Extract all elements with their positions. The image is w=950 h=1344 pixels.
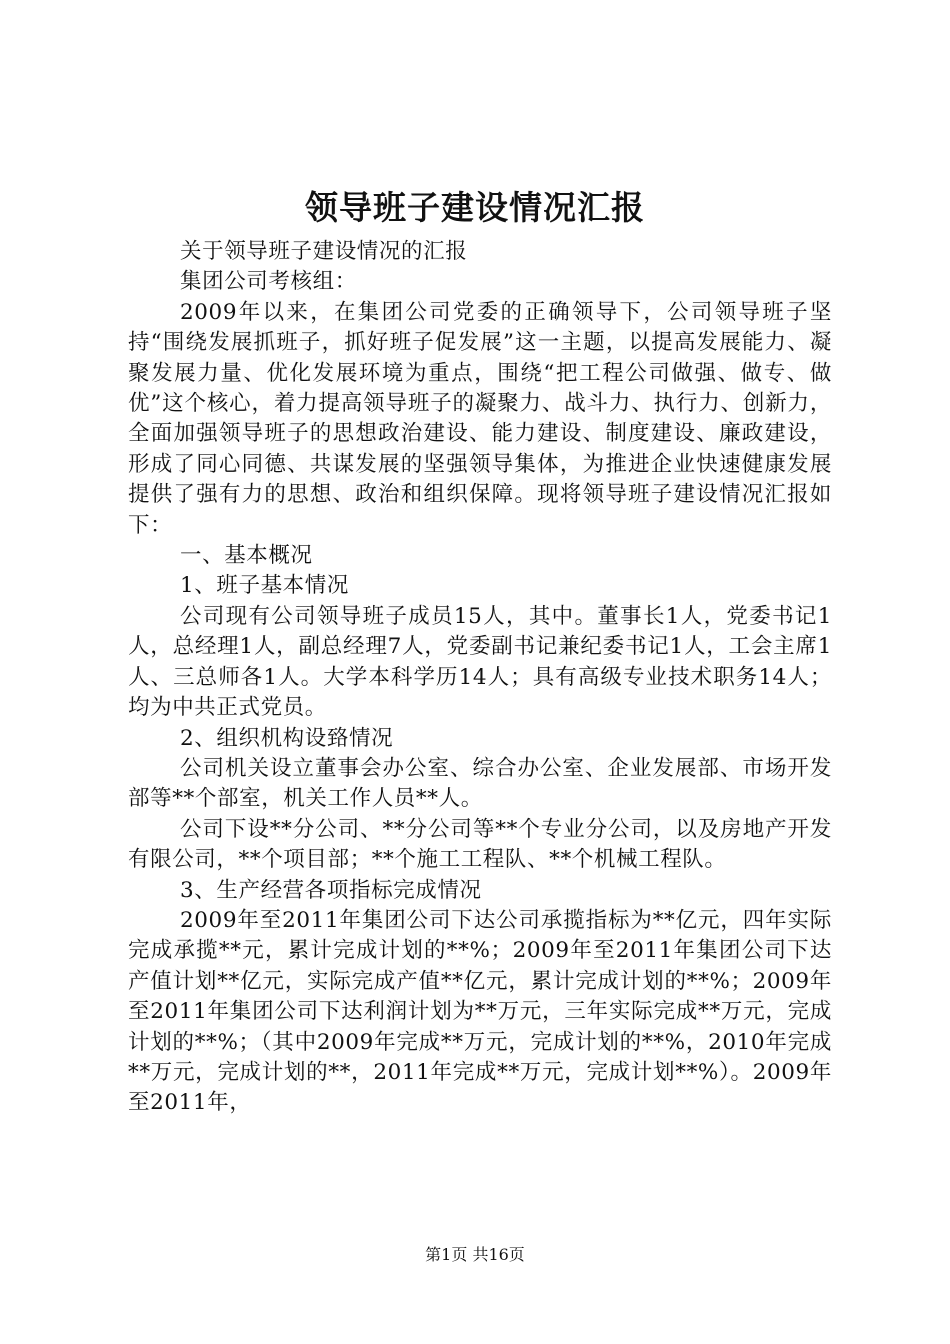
page-footer: 第1页 共16页 <box>425 1245 525 1264</box>
addressee-paragraph: 集团公司考核组： <box>180 269 357 295</box>
body-paragraph: 公司下设**分公司、**分公司等**个专业分公司，以及房地产开发有限公司，**个项目部；**个施工工程队、**个机械工程队。 <box>128 816 832 873</box>
body-paragraph: 公司现有公司领导班子成员15人，其中。董事长1人，党委书记1人，总经理1人，副总经理7人，党委副书记兼纪委书记1人，工会主席1人、三总师各1人。大学本科学历14人；具有高级专业技术职务14人；均为中共正式党员。 <box>128 603 832 721</box>
subsection-heading: 3、生产经营各项指标完成情况 <box>180 877 482 903</box>
subtitle-paragraph: 关于领导班子建设情况的汇报 <box>180 239 468 264</box>
body-paragraph: 公司机关设立董事会办公室、综合办公室、企业发展部、市场开发部等**个部室，机关工作人员**人。 <box>128 755 832 812</box>
intro-paragraph: 2009年以来，在集团公司党委的正确领导下，公司领导班子坚持“围绕发展抓班子，抓好班子促发展”这一主题，以提高发展能力、凝聚发展力量、优化发展环境为重点，围绕“把工程公司做强、做专、做优”这个核心，着力提高领导班子的凝聚力、战斗力、执行力、创新力，全面加强领导班子的思想政治建设、能力建设、制度建设、廉政建设，形成了同心同德、共谋发展的坚强领导集体，为推进企业快速健康发展提供了强有力的思想、政治和组织保障。现将领导班子建设情况汇报如下： <box>128 299 832 538</box>
subsection-heading: 1、班子基本情况 <box>180 573 349 599</box>
document-title: 领导班子建设情况汇报 <box>305 188 645 227</box>
body-paragraph: 2009年至2011年集团公司下达公司承揽指标为**亿元，四年实际完成承揽**元，累计完成计划的**%；2009年至2011年集团公司下达产值计划**亿元，实际完成产值**亿元，累计完成计划的**%；2009年至2011年集团公司下达利润计划为**万元，三年实际完成**万元，完成计划的**%；（其中2009年完成**万元，完成计划的**%，2010年完成**万元，完成计划的**，2011年完成**万元，完成计划**%）。2009年至2011年， <box>128 907 832 1116</box>
section-heading: 一、基本概况 <box>180 543 313 569</box>
document-body <box>128 237 832 1119</box>
subsection-heading: 2、组织机构设臵情况 <box>180 725 394 751</box>
